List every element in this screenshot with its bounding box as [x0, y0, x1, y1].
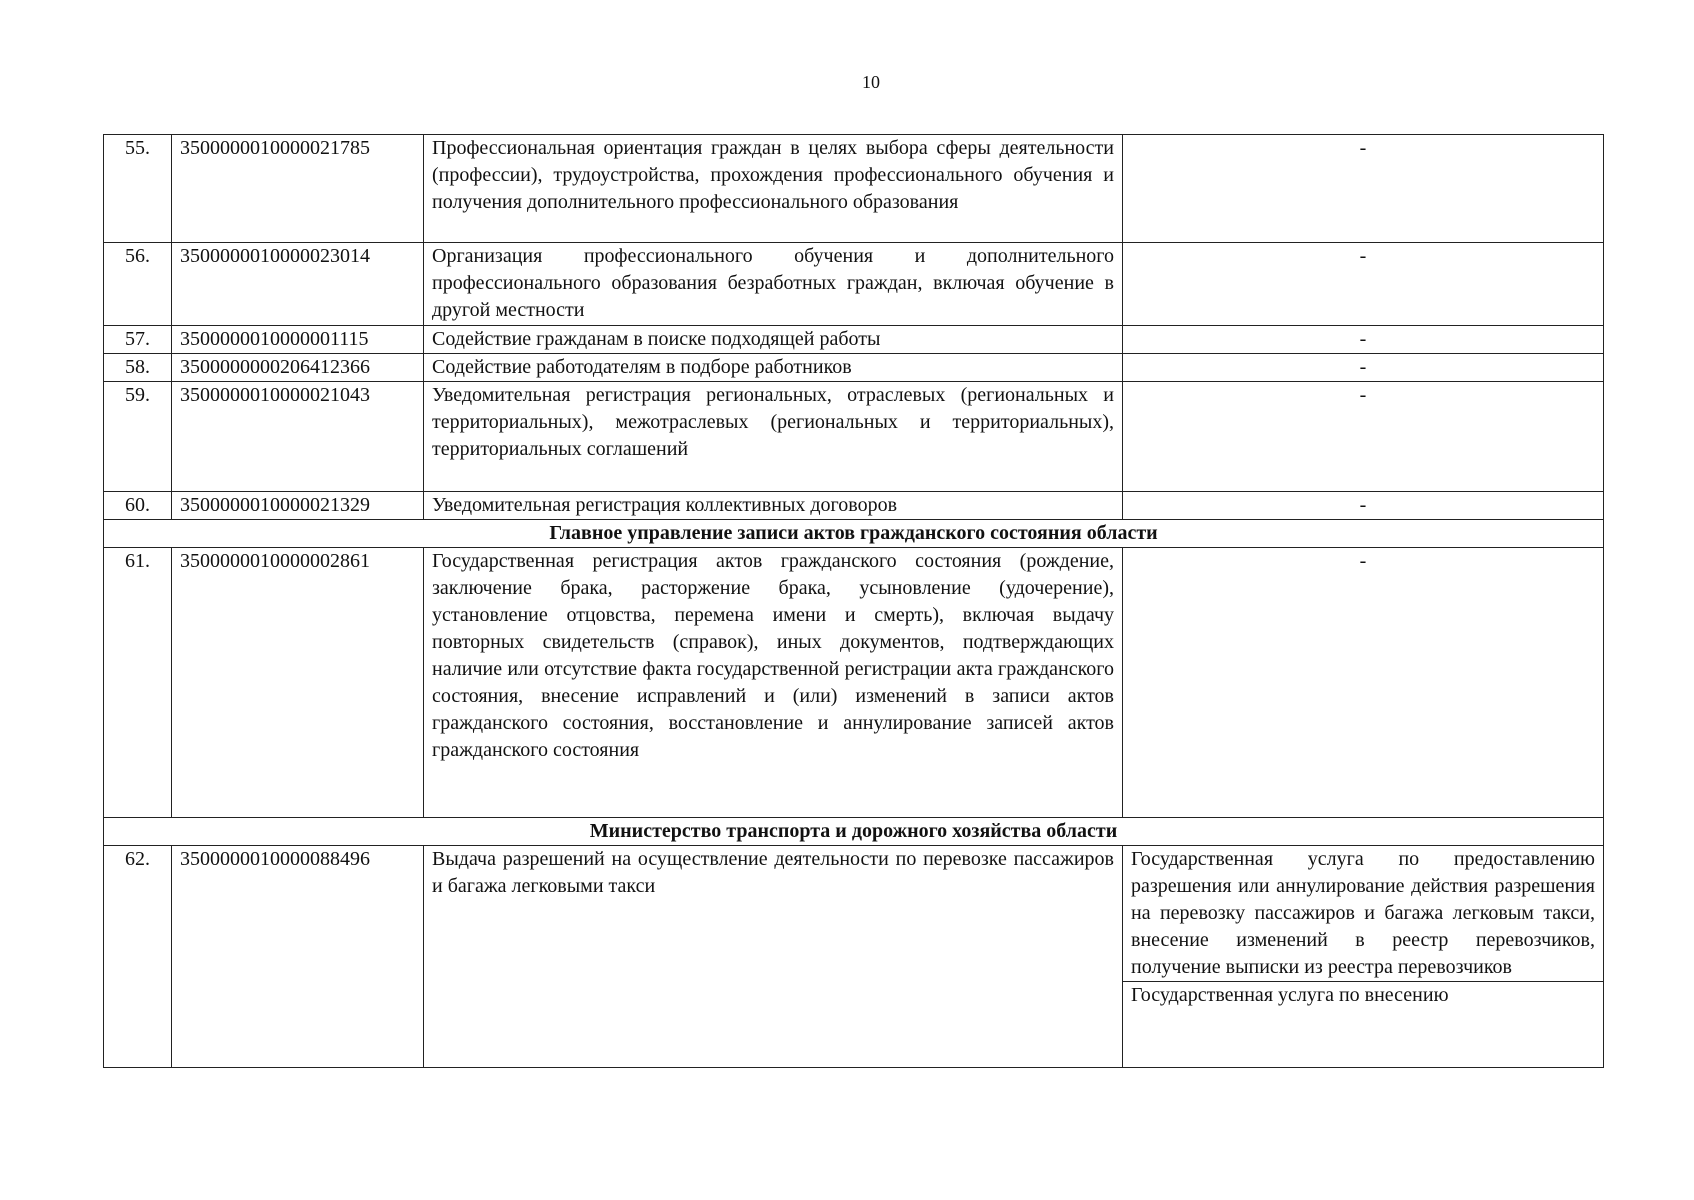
service-code: 3500000010000021043 — [172, 382, 424, 492]
row-number: 60. — [104, 492, 172, 520]
service-note: - — [1123, 243, 1604, 326]
service-name: Профессиональная ориентация граждан в целях выбора сферы деятельности (профессии), трудоустройства, прохождения профессионального обучения и получения дополнительного профессионального образования — [424, 135, 1123, 243]
service-note-part: Государственная услуга по предоставлению разрешения или аннулирование действия разрешения на перевозку пассажиров и багажа легковым такси, внесение изменений в реестр перевозчиков, получение выписки из реестра перевозчиков — [1131, 848, 1595, 978]
service-note: - — [1123, 354, 1604, 382]
page-number: 10 — [862, 72, 880, 92]
service-code: 3500000000206412366 — [172, 354, 424, 382]
table-row — [104, 382, 1604, 492]
service-note: - — [1123, 135, 1604, 243]
table-row — [104, 354, 1604, 382]
service-note — [1123, 846, 1604, 1068]
row-number: 57. — [104, 326, 172, 354]
table-row — [104, 846, 1604, 1068]
table-row — [104, 326, 1604, 354]
service-note: - — [1123, 548, 1604, 818]
service-note: - — [1123, 326, 1604, 354]
service-note: - — [1123, 382, 1604, 492]
service-code: 3500000010000002861 — [172, 548, 424, 818]
service-name: Уведомительная регистрация коллективных договоров — [424, 492, 1123, 520]
services-table — [103, 134, 1604, 1068]
row-number: 55. — [104, 135, 172, 243]
service-code: 3500000010000023014 — [172, 243, 424, 326]
table-row — [104, 135, 1604, 243]
row-number: 61. — [104, 548, 172, 818]
table-row — [104, 492, 1604, 520]
row-number: 59. — [104, 382, 172, 492]
section-header-row — [104, 818, 1604, 846]
row-number: 58. — [104, 354, 172, 382]
service-name: Уведомительная регистрация региональных, отраслевых (региональных и территориальных), межотраслевых (региональных и территориальных), территориальных соглашений — [424, 382, 1123, 492]
table-row — [104, 243, 1604, 326]
service-name: Организация профессионального обучения и дополнительного профессионального образования безработных граждан, включая обучение в другой местности — [424, 243, 1123, 326]
service-note: - — [1123, 492, 1604, 520]
row-number: 62. — [104, 846, 172, 1068]
service-note-part: Государственная услуга по внесению — [1123, 981, 1603, 1009]
service-code: 3500000010000001115 — [172, 326, 424, 354]
table-row — [104, 548, 1604, 818]
service-code: 3500000010000021785 — [172, 135, 424, 243]
service-name: Государственная регистрация актов гражданского состояния (рождение, заключение брака, расторжение брака, усыновление (удочерение), установление отцовства, перемена имени и смерть), включая выдачу повторных свидетельств (справок), иных документов, подтверждающих наличие или отсутствие факта государственной регистрации акта гражданского состояния, внесение исправлений и (или) изменений в записи актов гражданского состояния, восстановление и аннулирование записей актов гражданского состояния — [424, 548, 1123, 818]
service-name: Выдача разрешений на осуществление деятельности по перевозке пассажиров и багажа легковыми такси — [424, 846, 1123, 1068]
section-title: Министерство транспорта и дорожного хозяйства области — [104, 818, 1604, 846]
service-name: Содействие гражданам в поиске подходящей работы — [424, 326, 1123, 354]
service-name: Содействие работодателям в подборе работников — [424, 354, 1123, 382]
row-number: 56. — [104, 243, 172, 326]
section-title: Главное управление записи актов гражданского состояния области — [104, 520, 1604, 548]
service-code: 3500000010000021329 — [172, 492, 424, 520]
section-header-row — [104, 520, 1604, 548]
service-code: 3500000010000088496 — [172, 846, 424, 1068]
